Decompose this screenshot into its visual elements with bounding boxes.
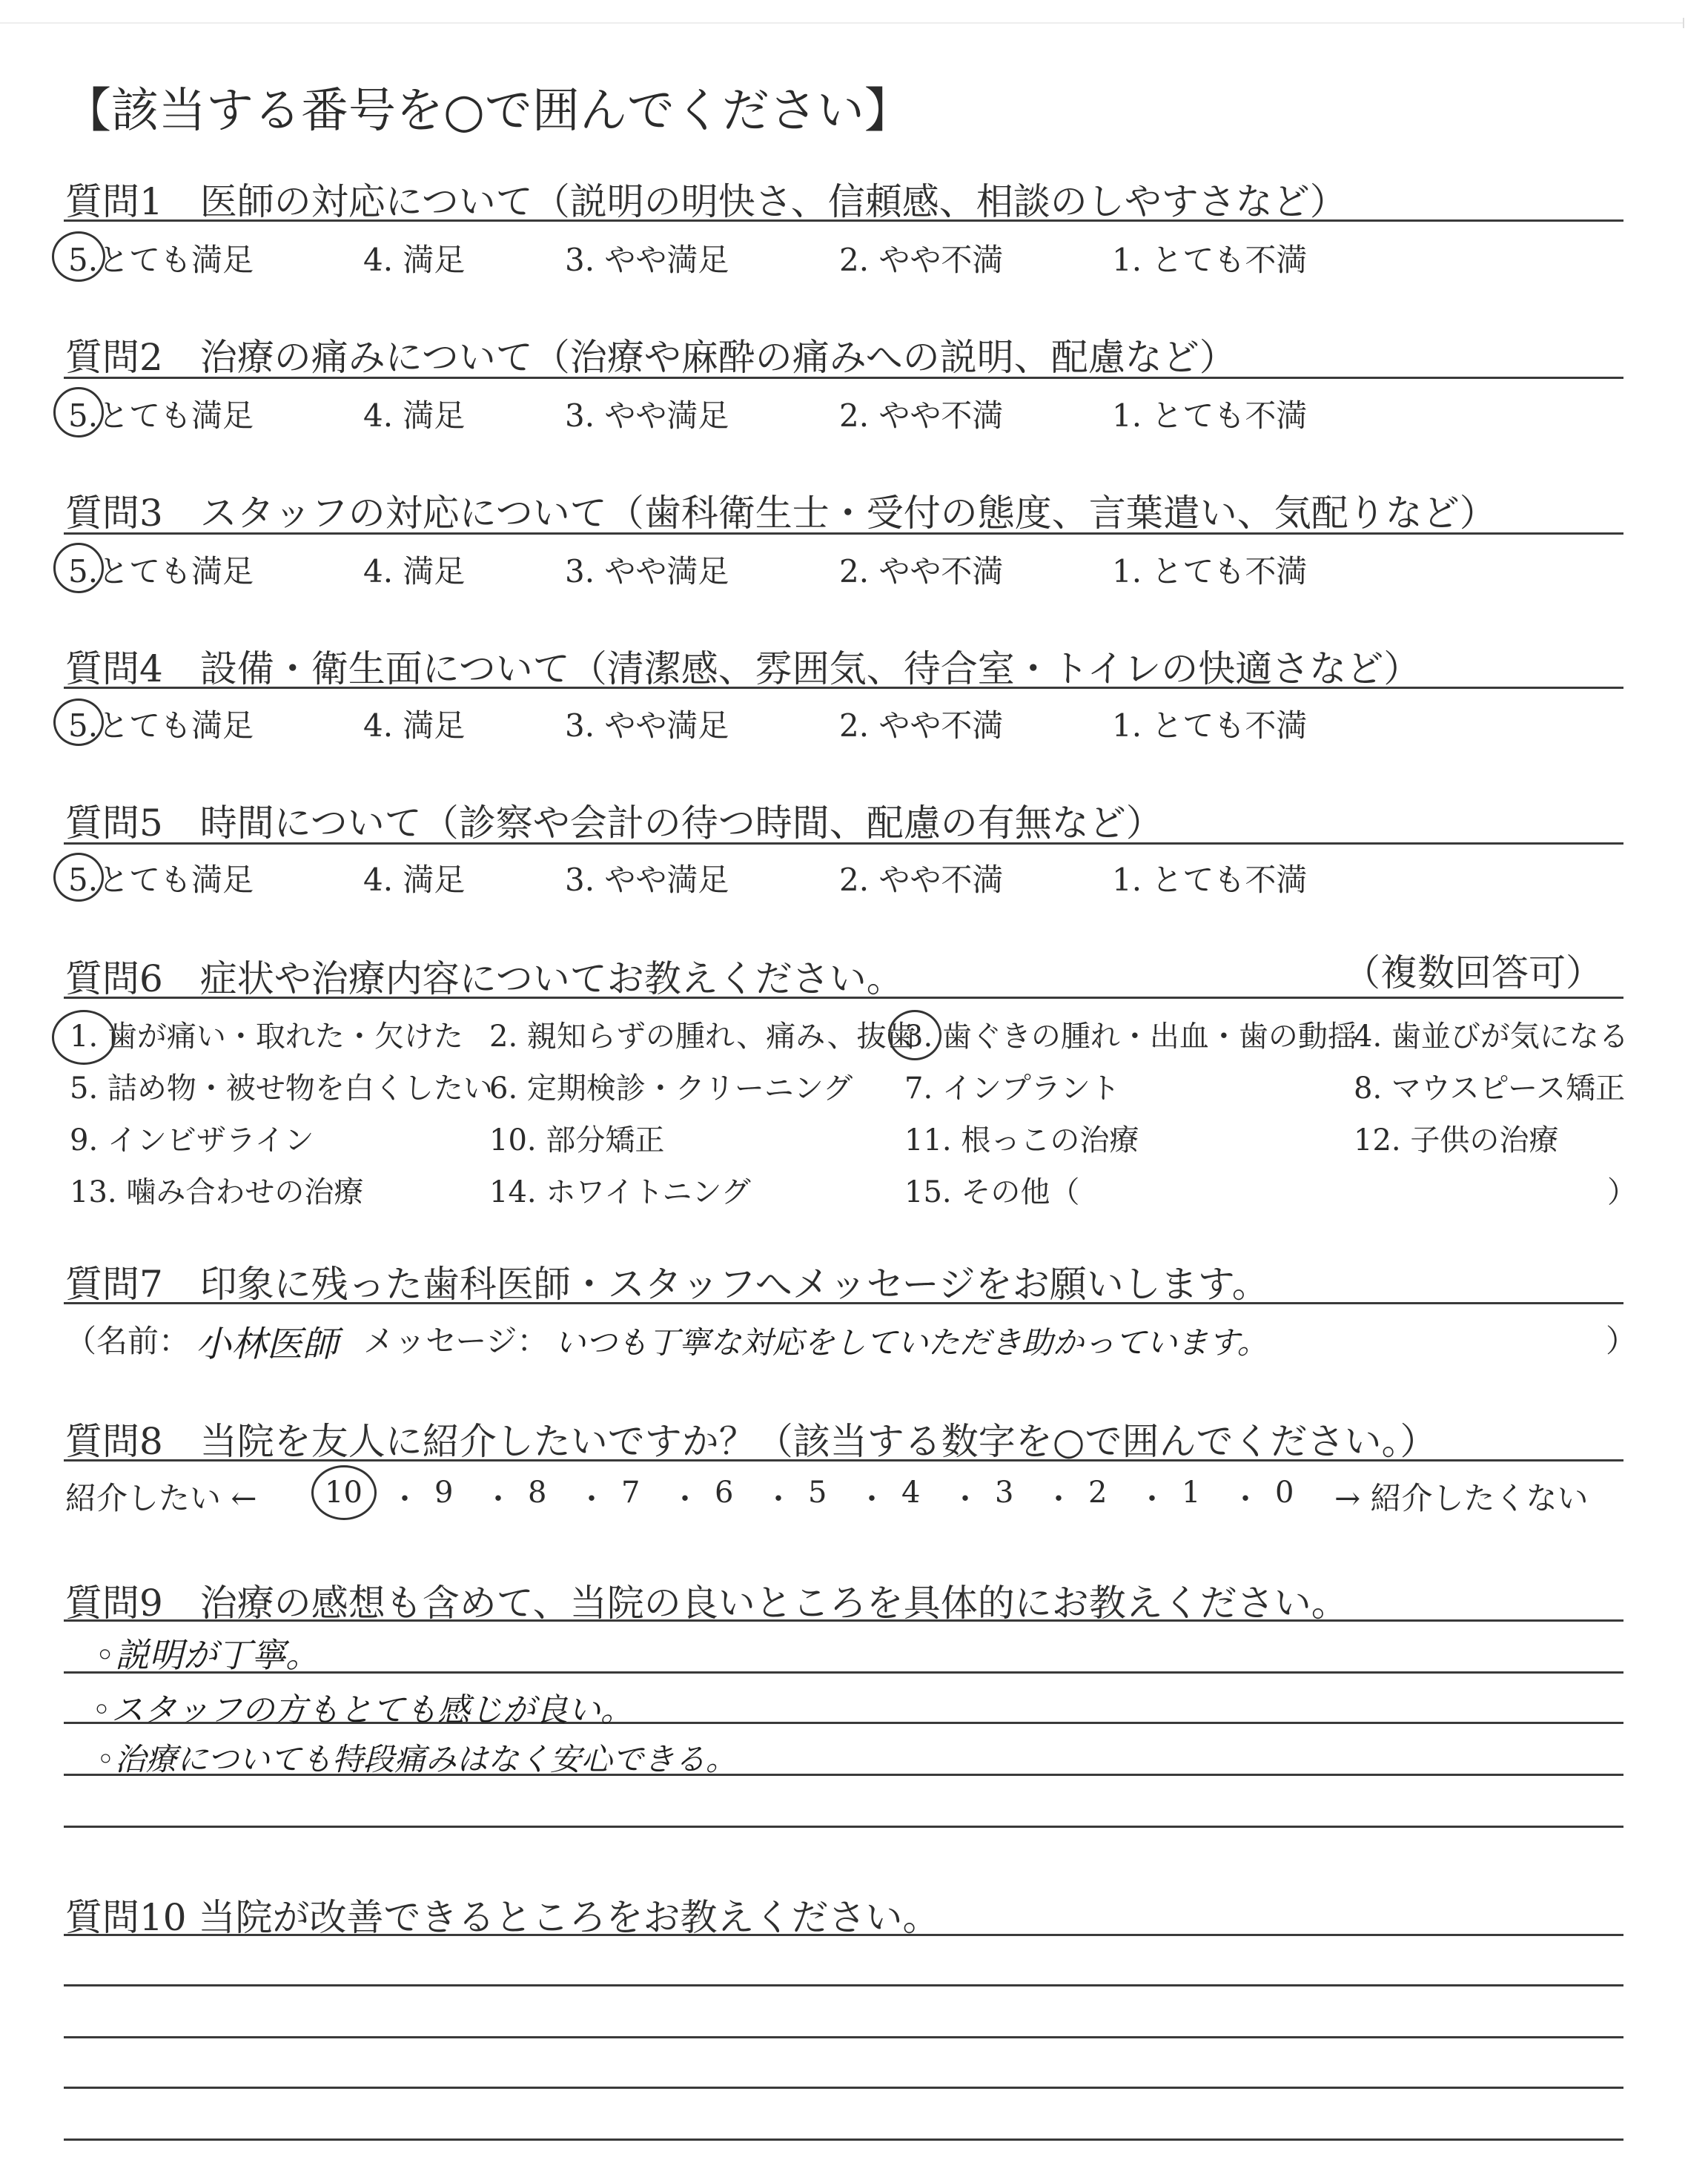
scale-dot: ・ — [1044, 1482, 1073, 1516]
symptom-item[interactable]: 12. 子供の治療 — [1354, 1123, 1559, 1157]
option-5[interactable]: 5.とても満足 — [68, 707, 254, 744]
question-2-text: 質問2 治療の痛みについて（治療や麻酔の痛みへの説明、配慮など） — [65, 336, 1237, 379]
selection-circle — [52, 231, 105, 282]
question-1-rule — [64, 219, 1623, 222]
scale-value-9[interactable]: 9 — [434, 1476, 454, 1510]
symptom-item[interactable]: 6. 定期検診・クリーニング — [489, 1071, 853, 1106]
answer-line — [64, 2087, 1623, 2089]
selection-circle — [53, 543, 104, 593]
option-5[interactable]: 5.とても満足 — [68, 862, 254, 898]
scale-dot: ・ — [857, 1482, 887, 1516]
option-4[interactable]: 4. 満足 — [363, 553, 466, 589]
page-top-edge — [0, 22, 1683, 24]
option-4[interactable]: 4. 満足 — [363, 397, 466, 434]
scale-dot: ・ — [577, 1482, 606, 1516]
scale-dot: ・ — [764, 1482, 793, 1516]
question-5-rule — [64, 842, 1623, 845]
option-1[interactable]: 1. とても不満 — [1112, 862, 1308, 898]
question-7-rule — [64, 1302, 1623, 1304]
recommend-right-label: → 紹介したくない — [1334, 1480, 1589, 1516]
option-1[interactable]: 1. とても不満 — [1112, 553, 1308, 589]
symptom-item[interactable]: 10. 部分矯正 — [489, 1123, 665, 1157]
option-2[interactable]: 2. やや不満 — [839, 242, 1004, 278]
scale-value-10[interactable]: 10 — [325, 1476, 363, 1510]
scale-dot: ・ — [670, 1482, 700, 1516]
option-5[interactable]: 5.とても満足 — [68, 553, 254, 589]
symptom-item[interactable]: 14. ホワイトニング — [489, 1175, 751, 1209]
scale-value-7[interactable]: 7 — [621, 1476, 640, 1510]
message-close-paren: ） — [1606, 1323, 1638, 1359]
symptom-item[interactable]: 8. マウスピース矯正 — [1354, 1071, 1626, 1106]
option-4[interactable]: 4. 満足 — [363, 862, 466, 898]
scale-dot: ・ — [483, 1482, 513, 1516]
option-2[interactable]: 2. やや不満 — [839, 397, 1004, 434]
option-5[interactable]: 5.とても満足 — [68, 242, 254, 278]
question-6-note: （複数回答可） — [1343, 951, 1603, 994]
symptom-item[interactable]: 3. 歯ぐきの腫れ・出血・歯の動揺 — [904, 1020, 1357, 1054]
symptom-item[interactable]: 4. 歯並びが気になる — [1354, 1020, 1629, 1054]
option-2[interactable]: 2. やや不満 — [839, 707, 1004, 744]
symptom-item[interactable]: 7. インプラント — [904, 1071, 1120, 1106]
option-3[interactable]: 3. やや満足 — [565, 707, 729, 744]
symptom-item[interactable]: 15. その他（ — [904, 1175, 1080, 1209]
recommend-left-label: 紹介したい ← — [65, 1480, 257, 1516]
symptom-item[interactable]: 13. 噛み合わせの治療 — [70, 1175, 364, 1209]
scale-value-3[interactable]: 3 — [995, 1476, 1014, 1510]
scale-dot: ・ — [1137, 1482, 1167, 1516]
option-2[interactable]: 2. やや不満 — [839, 553, 1004, 589]
question-1-text: 質問1 医師の対応について（説明の明快さ、信頼感、相談のしやすさなど） — [65, 180, 1347, 223]
answer-line — [64, 2036, 1623, 2038]
q9-answer-line-3: ◦治療についても特段痛みはなく安心できる。 — [96, 1741, 737, 1777]
scale-value-0[interactable]: 0 — [1275, 1476, 1294, 1510]
question-4-text: 質問4 設備・衛生面について（清潔感、雰囲気、待合室・トイレの快適さなど） — [65, 647, 1421, 690]
name-handwritten: 小林医師 — [196, 1324, 339, 1365]
name-label: （名前： — [65, 1323, 191, 1359]
selection-circle — [53, 698, 104, 746]
scale-value-1[interactable]: 1 — [1182, 1476, 1201, 1510]
scale-value-8[interactable]: 8 — [528, 1476, 547, 1510]
answer-line — [64, 1984, 1623, 1986]
selection-circle — [53, 853, 104, 902]
symptom-item[interactable]: 11. 根っこの治療 — [904, 1123, 1139, 1157]
question-8-text: 質問8 当院を友人に紹介したいですか？（該当する数字を○で囲んでください。） — [65, 1420, 1437, 1463]
question-3-rule — [64, 532, 1623, 535]
option-3[interactable]: 3. やや満足 — [565, 862, 729, 898]
scale-value-5[interactable]: 5 — [808, 1476, 827, 1510]
option-3[interactable]: 3. やや満足 — [565, 242, 729, 278]
question-4-rule — [64, 687, 1623, 689]
question-6-text: 質問6 症状や治療内容についてお教えください。 — [65, 957, 904, 1000]
scale-dot: ・ — [1231, 1482, 1260, 1516]
symptom-item[interactable]: 5. 詰め物・被せ物を白くしたい — [70, 1071, 493, 1106]
selection-circle — [311, 1465, 377, 1520]
option-4[interactable]: 4. 満足 — [363, 242, 466, 278]
answer-line — [64, 1826, 1623, 1828]
q9-answer-line-2: ◦スタッフの方もとても感じが良い。 — [92, 1691, 633, 1729]
option-4[interactable]: 4. 満足 — [363, 707, 466, 744]
option-1[interactable]: 1. とても不満 — [1112, 242, 1308, 278]
symptom-item[interactable]: 9. インビザライン — [70, 1123, 314, 1157]
question-7-text: 質問7 印象に残った歯科医師・スタッフへメッセージをお願いします。 — [65, 1263, 1269, 1306]
scale-value-6[interactable]: 6 — [715, 1476, 734, 1510]
symptom-item[interactable]: 2. 親知らずの腫れ、痛み、抜歯 — [489, 1020, 916, 1054]
option-2[interactable]: 2. やや不満 — [839, 862, 1004, 898]
option-3[interactable]: 3. やや満足 — [565, 397, 729, 434]
message-handwritten: いつも丁寧な対応をしていただき助かっています。 — [555, 1324, 1268, 1361]
q9-answer-line-1: ◦説明が丁寧。 — [95, 1635, 320, 1675]
page-corner-mark — [1683, 18, 1684, 28]
scale-value-2[interactable]: 2 — [1088, 1476, 1108, 1510]
scale-dot: ・ — [950, 1482, 980, 1516]
question-3-text: 質問3 スタッフの対応について（歯科衛生士・受付の態度、言葉遣い、気配りなど） — [65, 492, 1497, 535]
question-5-text: 質問5 時間について（診察や会計の待つ時間、配慮の有無など） — [65, 802, 1163, 845]
message-label: メッセージ： — [363, 1323, 549, 1359]
answer-line — [64, 1619, 1623, 1622]
answer-line — [64, 1934, 1623, 1936]
selection-circle — [52, 1010, 116, 1065]
option-3[interactable]: 3. やや満足 — [565, 553, 729, 589]
question-10-text: 質問10 当院が改善できるところをお教えください。 — [65, 1896, 940, 1939]
question-9-text: 質問9 治療の感想も含めて、当院の良いところを具体的にお教えください。 — [65, 1582, 1348, 1625]
option-1[interactable]: 1. とても不満 — [1112, 707, 1308, 744]
selection-circle — [888, 1010, 941, 1060]
option-5[interactable]: 5.とても満足 — [68, 397, 254, 434]
page-title: 【該当する番号を○で囲んでください】 — [64, 84, 912, 139]
option-1[interactable]: 1. とても不満 — [1112, 397, 1308, 434]
question-2-rule — [64, 377, 1623, 379]
answer-line — [64, 2138, 1623, 2141]
symptom-item[interactable]: 1. 歯が痛い・取れた・欠けた — [70, 1020, 463, 1054]
other-close-paren: ） — [1607, 1175, 1637, 1209]
scale-dot: ・ — [390, 1482, 420, 1516]
selection-circle — [53, 387, 104, 437]
question-6-rule — [64, 997, 1623, 999]
scale-value-4[interactable]: 4 — [901, 1476, 921, 1510]
question-8-rule — [64, 1459, 1623, 1462]
